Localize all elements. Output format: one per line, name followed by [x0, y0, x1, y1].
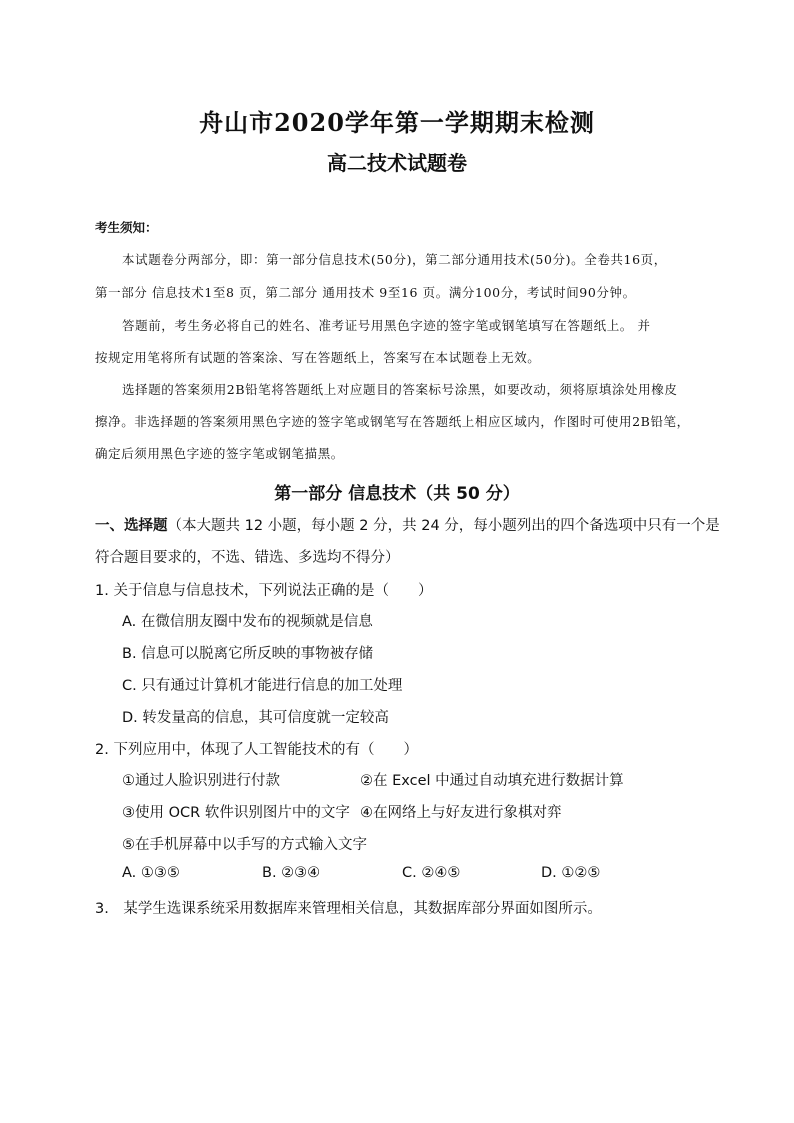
section-heading	[95, 514, 720, 535]
question-2-item: ④在网络上与好友进行象棋对弈	[360, 805, 562, 821]
notice-heading: 考生须知：	[95, 220, 158, 235]
question-1-option-b: B. 信息可以脱离它所反映的事物被存储	[122, 646, 374, 662]
notice-line: 确定后须用黑色字迹的签字笔或钢笔描黑。	[95, 446, 344, 461]
question-2-item: ③使用 OCR 软件识别图片中的文字	[122, 805, 350, 821]
question-2-item: ⑤在手机屏幕中以手写的方式输入文字	[122, 837, 367, 853]
question-1-option-d: D. 转发量高的信息，其可信度就一定较高	[122, 710, 389, 726]
section-description: （本大题共 12 小题，每小题 2 分，共 24 分，每小题列出的四个备选项中只有一个是	[167, 518, 720, 534]
question-2-choice-b: B. ②③④	[262, 865, 321, 881]
question-3-stem: 3. 某学生选课系统采用数据库来管理相关信息，其数据库部分界面如图所示。	[95, 901, 602, 917]
question-2-stem: 2. 下列应用中，体现了人工智能技术的有（ ）	[95, 742, 418, 758]
question-1-stem: 1. 关于信息与信息技术，下列说法正确的是（ ）	[95, 583, 433, 599]
exam-title: 舟山市2020学年第一学期期末检测	[199, 108, 595, 137]
question-2-choice-c: C. ②④⑤	[402, 865, 461, 881]
question-1-option-c: C. 只有通过计算机才能进行信息的加工处理	[122, 678, 403, 694]
exam-subtitle: 高二技术试题卷	[327, 151, 467, 175]
part-heading: 第一部分 信息技术（共 50 分）	[274, 484, 520, 504]
notice-line: 本试题卷分两部分，即：第一部分信息技术(50分)，第二部分通用技术(50分)。全卷共16页，	[122, 252, 667, 267]
question-2-choice-a: A. ①③⑤	[122, 865, 180, 881]
notice-line: 擦净。非选择题的答案须用黑色字迹的签字笔或钢笔写在答题纸上相应区域内，作图时可使用2B铅笔，	[95, 414, 690, 429]
question-2-choice-d: D. ①②⑤	[541, 865, 601, 881]
notice-line: 第一部分 信息技术1至8 页，第二部分 通用技术 9至16 页。满分100分，考试时间90分钟。	[95, 285, 636, 300]
notice-line: 选择题的答案须用2B铅笔将答题纸上对应题目的答案标号涂黑，如要改动，须将原填涂处用橡皮	[122, 382, 678, 397]
section-label: 一、选择题	[95, 518, 168, 534]
notice-line: 按规定用笔将所有试题的答案涂、写在答题纸上，答案写在本试题卷上无效。	[95, 350, 541, 365]
notice-line: 答题前，考生务必将自己的姓名、准考证号用黑色字迹的签字笔或钢笔填写在答题纸上。 并	[122, 318, 651, 333]
question-1-option-a: A. 在微信朋友圈中发布的视频就是信息	[122, 614, 373, 630]
question-2-item: ②在 Excel 中通过自动填充进行数据计算	[360, 773, 624, 789]
question-2-item: ①通过人脸识别进行付款	[122, 773, 280, 789]
section-description-cont: 符合题目要求的，不选、错选、多选均不得分）	[95, 550, 400, 566]
